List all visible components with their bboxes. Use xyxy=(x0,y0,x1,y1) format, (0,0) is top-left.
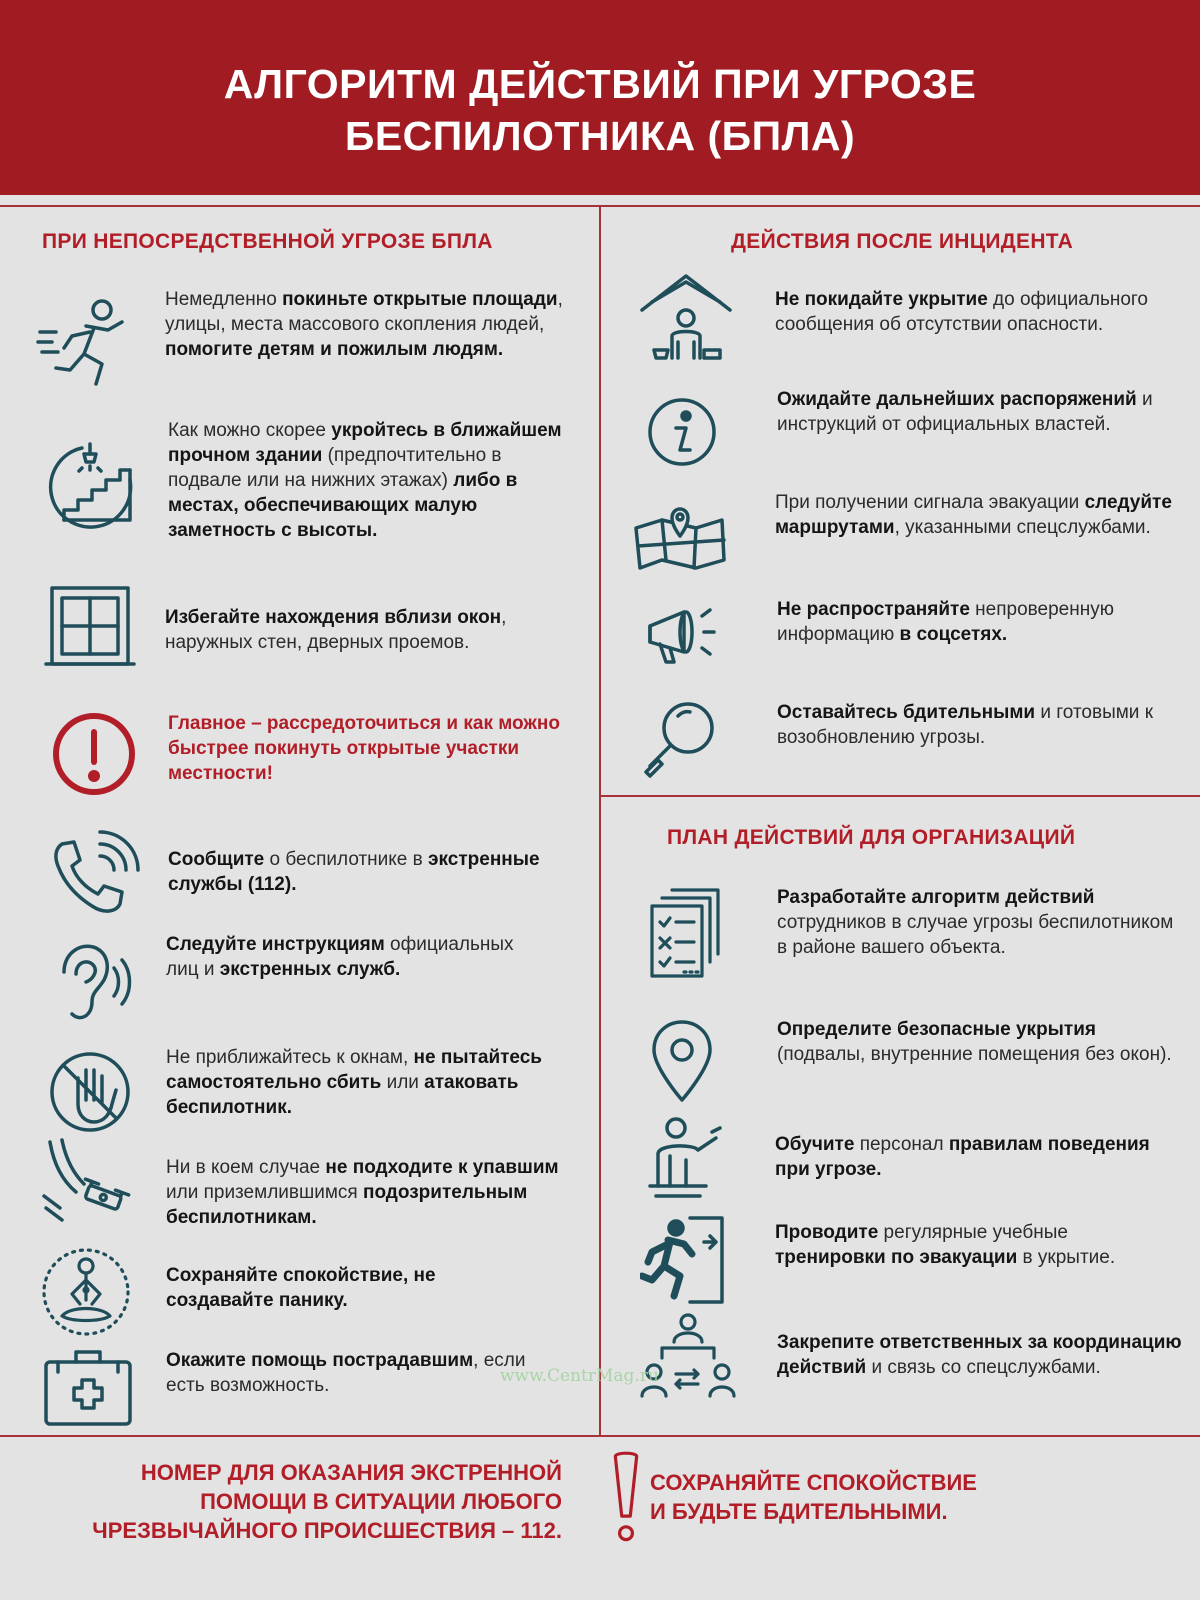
location-icon xyxy=(634,1014,730,1110)
checklist-icon xyxy=(642,886,738,982)
phone-call-icon xyxy=(44,830,140,926)
window-icon xyxy=(42,580,138,676)
exclamation-circle-icon xyxy=(46,706,142,802)
shelter-person-icon xyxy=(638,270,734,366)
footer-emergency-number xyxy=(30,1458,562,1545)
footer-left-line-1: НОМЕР ДЛЯ ОКАЗАНИЯ ЭКСТРЕННОЙ xyxy=(140,1460,562,1485)
left-item-5-text: Сообщите о беспилотнике в экстренные службы (112). xyxy=(168,849,540,895)
frame-center-line xyxy=(599,205,601,1435)
left-item-3-text: Избегайте нахождения вблизи окон, наружных стен, дверных проемов. xyxy=(165,607,507,653)
footer-right-line-1: СОХРАНЯЙТЕ СПОКОЙСТВИЕ xyxy=(650,1470,977,1495)
frame-right-divider xyxy=(600,795,1200,797)
left-item-7-text: Не приближайтесь к окнам, не пытайтесь самостоятельно сбить или атаковать беспилотник. xyxy=(166,1047,542,1118)
running-person-icon xyxy=(36,292,132,388)
left-item-6-text: Следуйте инструкциям официальных лиц и экстренных служб. xyxy=(166,934,514,980)
right-top-item-2-text: Ожидайте дальнейших распоряжений и инструкций от официальных властей. xyxy=(777,389,1153,435)
footer-exclamation-icon xyxy=(578,1450,626,1540)
title-line-1: АЛГОРИТМ ДЕЙСТВИЙ ПРИ УГРОЗЕ xyxy=(223,61,977,107)
right-bottom-item-3-text: Обучите персонал правилам поведения при угрозе. xyxy=(775,1134,1150,1180)
magnifier-icon xyxy=(640,694,736,790)
right-top-item-5-text: Оставайтесь бдительными и готовыми к возобновлению угрозы. xyxy=(777,702,1154,748)
page-title xyxy=(0,58,1200,162)
right-bottom-item-1-text: Разработайте алгоритм действий сотрудников в случае угрозы беспилотником в районе вашего объекта. xyxy=(777,887,1174,958)
right-bottom-item-4-text: Проводите регулярные учебные тренировки по эвакуации в укрытие. xyxy=(775,1222,1116,1268)
footer-left-line-3: ЧРЕЗВЫЧАЙНОГО ПРОИСШЕСТВИЯ – 112. xyxy=(92,1518,562,1543)
right-bottom-item-2-text: Определите безопасные укрытия (подвалы, внутренние помещения без окон). xyxy=(777,1019,1172,1065)
teacher-icon xyxy=(646,1110,742,1206)
emergency-exit-icon xyxy=(640,1214,736,1310)
stairs-shelter-icon xyxy=(42,440,138,536)
footer-left-line-2: ПОМОЩИ В СИТУАЦИИ ЛЮБОГО xyxy=(200,1489,562,1514)
stop-hand-icon xyxy=(42,1044,138,1140)
right-top-item-4-text: Не распространяйте непроверенную информацию в соцсетях. xyxy=(777,599,1114,645)
fallen-drone-icon xyxy=(40,1136,136,1232)
footer-right-line-2: И БУДЬТЕ БДИТЕЛЬНЫМИ. xyxy=(650,1499,948,1524)
header-banner xyxy=(0,0,1200,195)
right-top-item-3-text: При получении сигнала эвакуации следуйте маршрутами, указанными спецслужбами. xyxy=(775,492,1172,538)
info-icon xyxy=(634,384,730,480)
left-item-10-text: Окажите помощь пострадавшим, если есть возможность. xyxy=(166,1350,526,1396)
left-item-9-text: Сохраняйте спокойствие, не создавайте панику. xyxy=(166,1265,436,1311)
title-line-2: БЕСПИЛОТНИКА (БПЛА) xyxy=(344,113,856,159)
left-section-title: ПРИ НЕПОСРЕДСТВЕННОЙ УГРОЗЕ БПЛА xyxy=(42,230,493,253)
meditation-icon xyxy=(38,1244,134,1340)
left-item-2-text: Как можно скорее укройтесь в ближайшем прочном здании (предпочтительно в подвале или на нижних этажах) либо в местах, обеспечивающих малую заметность с высоты. xyxy=(168,420,562,541)
megaphone-icon xyxy=(640,592,736,688)
frame-bottom-line xyxy=(0,1435,1200,1437)
footer-stay-calm xyxy=(650,1468,1170,1526)
first-aid-kit-icon xyxy=(40,1340,136,1436)
map-pin-icon xyxy=(632,488,728,584)
right-top-section-title: ДЕЙСТВИЯ ПОСЛЕ ИНЦИДЕНТА xyxy=(731,230,1074,253)
right-top-item-1-text: Не покидайте укрытие до официального сообщения об отсутствии опасности. xyxy=(775,289,1148,335)
right-bottom-item-5-text: Закрепите ответственных за координацию действий и связь со спецслужбами. xyxy=(777,1332,1182,1378)
left-item-4-text: Главное – рассредоточиться и как можно быстрее покинуть открытые участки местности! xyxy=(168,713,560,784)
left-item-1-text: Немедленно покиньте открытые площади, улицы, места массового скопления людей, помогите детям и пожилым людям. xyxy=(165,289,563,360)
ear-icon xyxy=(44,934,140,1030)
watermark: www.CentrMag.ru xyxy=(500,1366,659,1386)
team-coordination-icon xyxy=(640,1312,736,1408)
right-bottom-section-title: ПЛАН ДЕЙСТВИЙ ДЛЯ ОРГАНИЗАЦИЙ xyxy=(667,826,1076,849)
left-item-8-text: Ни в коем случае не подходите к упавшим или приземлившимся подозрительным беспилотникам. xyxy=(166,1157,559,1228)
